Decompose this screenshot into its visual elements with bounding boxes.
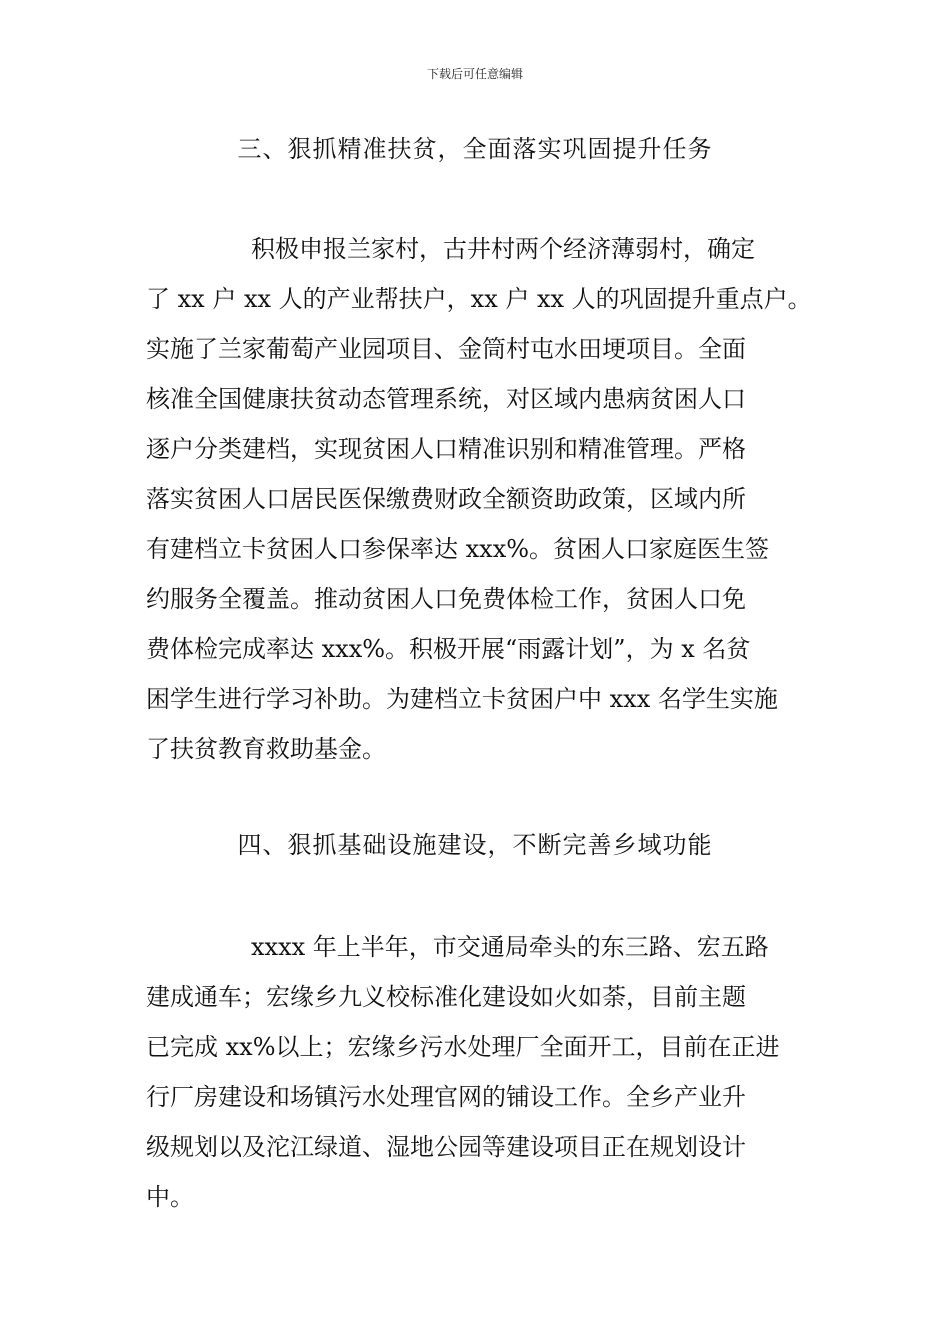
paragraph-line: xxxx 年上半年，市交通局牵头的东三路、宏五路	[251, 933, 769, 961]
section-heading: 三、狠抓精准扶贫，全面落实巩固提升任务	[237, 135, 713, 163]
paragraph-line: 落实贫困人口居民医保缴费财政全额资助政策，区域内所	[146, 485, 746, 513]
paragraph-line: 实施了兰家葡萄产业园项目、金筒村屯水田埂项目。全面	[146, 335, 746, 363]
paragraph-line: 约服务全覆盖。推动贫困人口免费体检工作，贫困人口免	[146, 585, 746, 613]
paragraph-line: 了扶贫教育救助基金。	[146, 735, 386, 763]
paragraph-line: 已完成 xx%以上；宏缘乡污水处理厂全面开工，目前在正进	[146, 1033, 780, 1061]
paragraph-line: 建成通车；宏缘乡九义校标准化建设如火如荼，目前主题	[146, 983, 746, 1011]
paragraph-line: 费体检完成率达 xxx%。积极开展“雨露计划”，为 x 名贫	[146, 635, 751, 663]
paragraph-line: 中。	[146, 1183, 194, 1211]
paragraph-line: 困学生进行学习补助。为建档立卡贫困户中 xxx 名学生实施	[146, 685, 778, 713]
section-heading: 四、狠抓基础设施建设，不断完善乡域功能	[237, 831, 713, 859]
paragraph-line: 行厂房建设和场镇污水处理官网的铺设工作。全乡产业升	[146, 1083, 746, 1111]
paragraph-line: 核准全国健康扶贫动态管理系统，对区域内患病贫困人口	[146, 385, 746, 413]
paragraph-line: 了 xx 户 xx 人的产业帮扶户，xx 户 xx 人的巩固提升重点户。	[146, 285, 812, 313]
header-note: 下载后可任意编辑	[426, 67, 523, 81]
paragraph-line: 有建档立卡贫困人口参保率达 xxx%。贫困人口家庭医生签	[146, 535, 770, 563]
section-paragraph	[146, 224, 811, 774]
paragraph-line: 积极申报兰家村，古井村两个经济薄弱村，确定	[251, 235, 755, 263]
section-paragraph	[146, 922, 811, 1222]
paragraph-line: 逐户分类建档，实现贫困人口精准识别和精准管理。严格	[146, 435, 746, 463]
paragraph-line: 级规划以及沱江绿道、湿地公园等建设项目正在规划设计	[146, 1133, 746, 1161]
